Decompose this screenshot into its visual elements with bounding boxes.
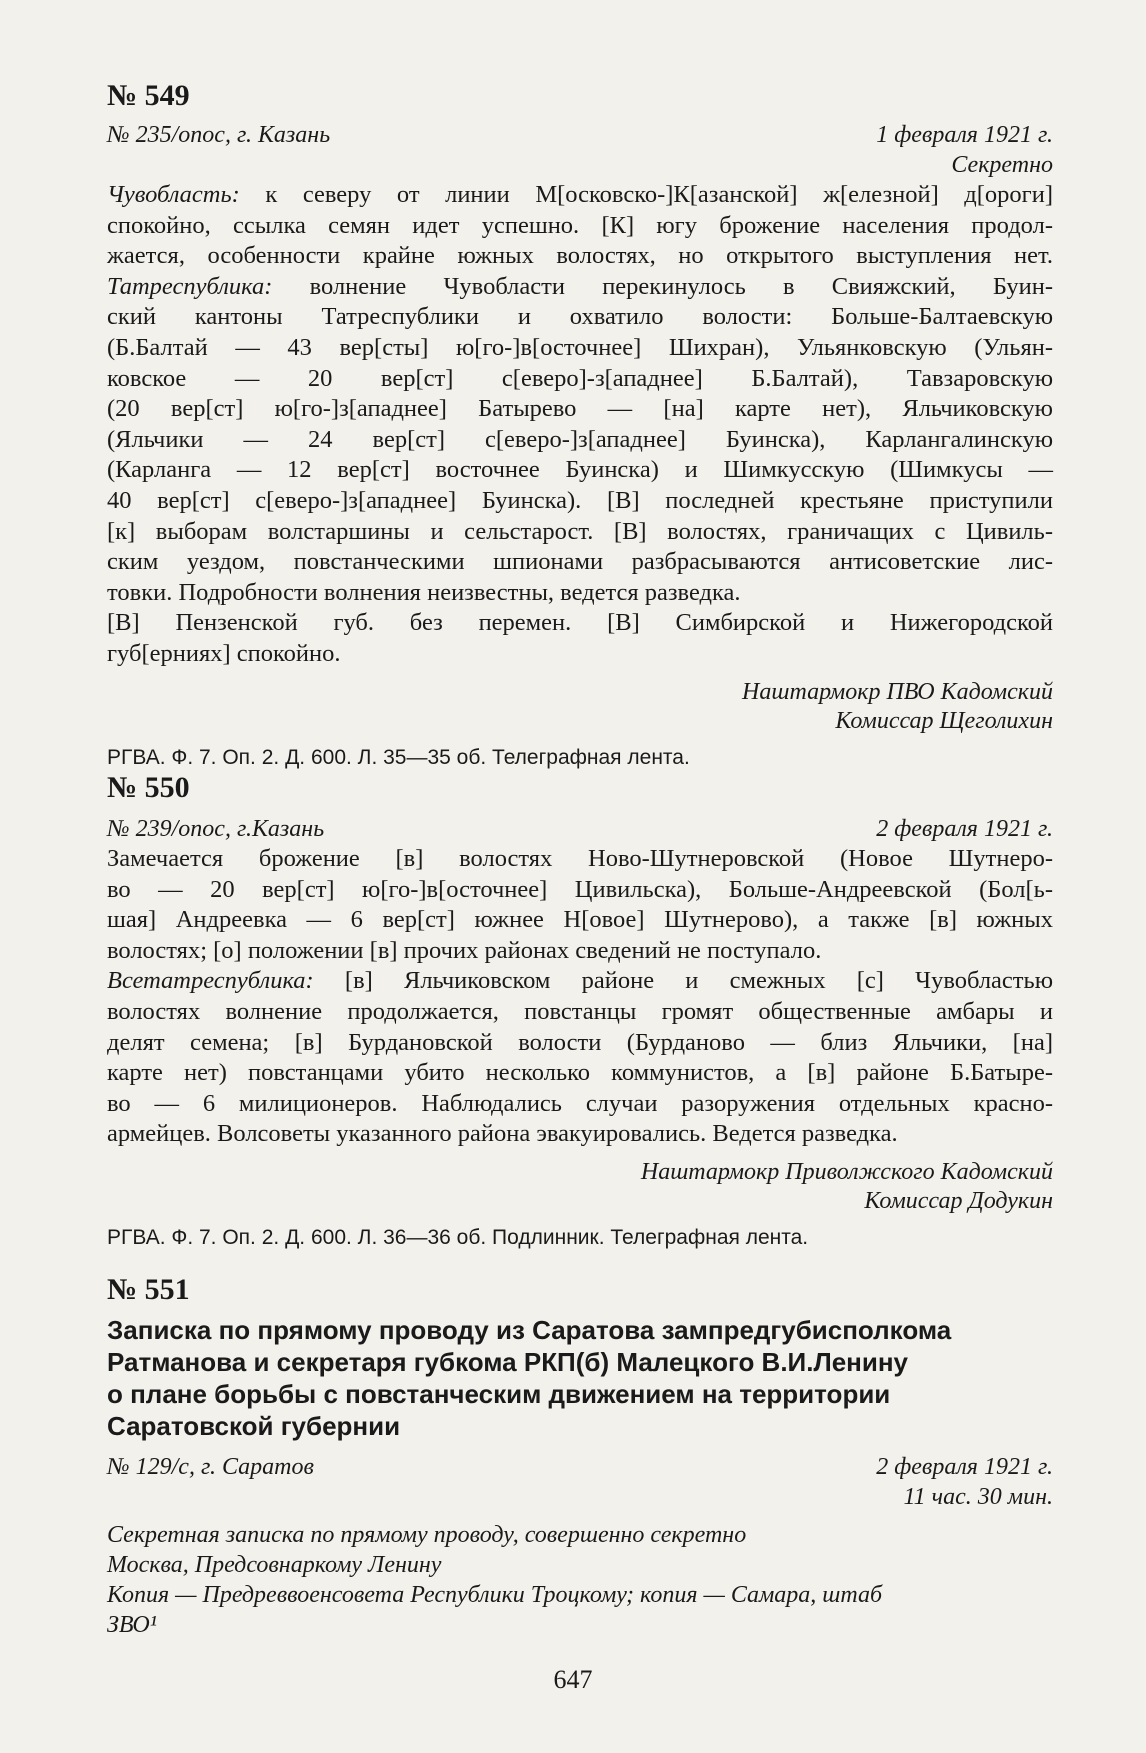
text-line: волостях; [о] положении [в] прочих районах сведений не поступало. <box>107 936 822 964</box>
text-line: во — 20 вер[ст] ю[го-]в[осточнее] Цивильска), Больше-Андреевской (Бол[ь- <box>107 875 1053 903</box>
text-line: шая] Андреевка — 6 вер[ст] южнее Н[овое] Шутнерово), а также [в] южных <box>107 906 1053 934</box>
text-line: армейцев. Волсоветы указанного района эвакуировались. Ведется разведка. <box>107 1120 898 1148</box>
doc-550 <box>107 770 1053 1252</box>
doc-549 <box>107 78 1053 772</box>
text-line: спокойно, ссылка семян идет успешно. [К] югу брожение населения продол- <box>107 211 1053 239</box>
doc-number: № 551 <box>107 1273 190 1306</box>
text-line: (Б.Балтай — 43 вер[сты] ю[го-]в[осточнее] Шихран), Ульянковскую (Ульян- <box>107 333 1053 361</box>
text-line: ским уездом, повстанческими шпионами разбрасываются антисоветские лис- <box>107 548 1053 576</box>
doc-ref: № 129/с, г. Саратов <box>107 1454 314 1480</box>
address-line: Копия — Предреввоенсовета Республики Троцкому; копия — Самара, штаб <box>107 1582 883 1608</box>
doc-date: 1 февраля 1921 г. <box>876 122 1053 148</box>
secret-mark: Секретно <box>951 152 1053 178</box>
doc-number: № 550 <box>107 771 190 804</box>
text-line <box>107 272 1053 303</box>
address-line: ЗВО¹ <box>107 1612 157 1638</box>
text-line: 40 вер[ст] с[еверо-]з[ападнее] Буинска). [В] последней крестьяне приступили <box>107 486 1053 514</box>
lead-label: Всетатреспублика: <box>107 967 314 995</box>
text: [в] Яльчиковском районе и смежных [с] Чувобластью <box>313 967 1053 995</box>
doc-time: 11 час. 30 мин. <box>903 1484 1053 1510</box>
lead-label: Татреспублика: <box>107 272 273 300</box>
doc-ref: № 239/опос, г.Казань <box>107 816 325 842</box>
doc-ref: № 235/опос, г. Казань <box>107 122 331 148</box>
text-line: во — 6 милиционеров. Наблюдались случаи разоружения отдельных красно- <box>107 1089 1053 1117</box>
text-line: губ[ерниях] спокойно. <box>107 639 341 667</box>
text: к северу от линии М[осковско-]К[азанской] ж[елезной] д[ороги] <box>239 181 1053 208</box>
title-line: о плане борьбы с повстанческим движением на территории <box>107 1379 891 1409</box>
title-line: Ратманова и секретаря губкома РКП(б) Малецкого В.И.Ленину <box>107 1347 909 1377</box>
doc-meta <box>107 1452 1053 1482</box>
lead-label: Чувобласть: <box>107 181 240 208</box>
text-line: ский кантоны Татреспублики и охватило волости: Больше-Балтаевскую <box>107 303 1053 331</box>
archive-source: РГВА. Ф. 7. Оп. 2. Д. 600. Л. 36—36 об. Подлинник. Телеграфная лента. <box>107 1225 809 1249</box>
address-block <box>107 1520 1053 1640</box>
doc-date: 2 февраля 1921 г. <box>876 1454 1053 1480</box>
text: волнение Чувобласти перекинулось в Свияжский, Буин- <box>272 272 1053 300</box>
doc-meta <box>107 120 1053 150</box>
doc-meta <box>107 814 1053 844</box>
doc-date: 2 февраля 1921 г. <box>876 816 1053 842</box>
text-line: волостях волнение продолжается, повстанцы громят общественные амбары и <box>107 997 1053 1025</box>
address-line: Москва, Предсовнаркому Ленину <box>107 1552 442 1578</box>
archive-source: РГВА. Ф. 7. Оп. 2. Д. 600. Л. 35—35 об. Телеграфная лента. <box>107 745 690 769</box>
title-line: Саратовской губернии <box>107 1411 401 1441</box>
text-line: товки. Подробности волнения неизвестны, ведется разведка. <box>107 578 741 606</box>
signature-2: Комиссар Додукин <box>864 1187 1053 1214</box>
doc-number: № 549 <box>107 79 190 112</box>
text-line: карте нет) повстанцами убито несколько коммунистов, а [в] районе Б.Батыре- <box>107 1059 1053 1087</box>
text-line: ковское — 20 вер[ст] с[еверо]-з[ападнее] Б.Балтай), Тавзаровскую <box>107 364 1053 392</box>
title-line: Записка по прямому проводу из Саратова зампредгубисполкома <box>107 1315 952 1345</box>
text-line: Замечается брожение [в] волостях Ново-Шутнеровской (Новое Шутнеро- <box>107 845 1053 872</box>
text-line: (Яльчики — 24 вер[ст] с[еверо-]з[ападнее] Буинска), Карлангалинскую <box>107 425 1053 453</box>
paragraph <box>107 844 1053 1150</box>
doc-551 <box>107 1272 1053 1640</box>
paragraph <box>107 180 1053 670</box>
signature-2: Комиссар Щеголихин <box>835 707 1053 734</box>
text-line: (20 вер[ст] ю[го-]з[ападнее] Батырево — [на] карте нет), Яльчиковскую <box>107 395 1053 423</box>
text-line <box>107 966 1053 997</box>
text-line: жается, особенности крайне южных волостях, но открытого выступления нет. <box>107 242 1053 270</box>
text-line: (Карланга — 12 вер[ст] восточнее Буинска) и Шимкусскую (Шимкусы — <box>107 456 1053 484</box>
page-number: 647 <box>553 1665 593 1694</box>
text-line: [к] выборам волстаршины и сельстарост. [В] волостях, граничащих с Цивиль- <box>107 517 1053 545</box>
text-line <box>107 180 1053 211</box>
text-line: делят семена; [в] Бурдановской волости (Бурданово — близ Яльчики, [на] <box>107 1028 1053 1056</box>
text-line: [В] Пензенской губ. без перемен. [В] Симбирской и Нижегородской <box>107 609 1053 637</box>
signature-1: Наштармокр Приволжского Кадомский <box>640 1158 1053 1185</box>
address-line: Секретная записка по прямому проводу, совершенно секретно <box>107 1522 747 1548</box>
signature-1: Наштармокр ПВО Кадомский <box>742 678 1053 705</box>
doc-title <box>107 1314 1053 1442</box>
